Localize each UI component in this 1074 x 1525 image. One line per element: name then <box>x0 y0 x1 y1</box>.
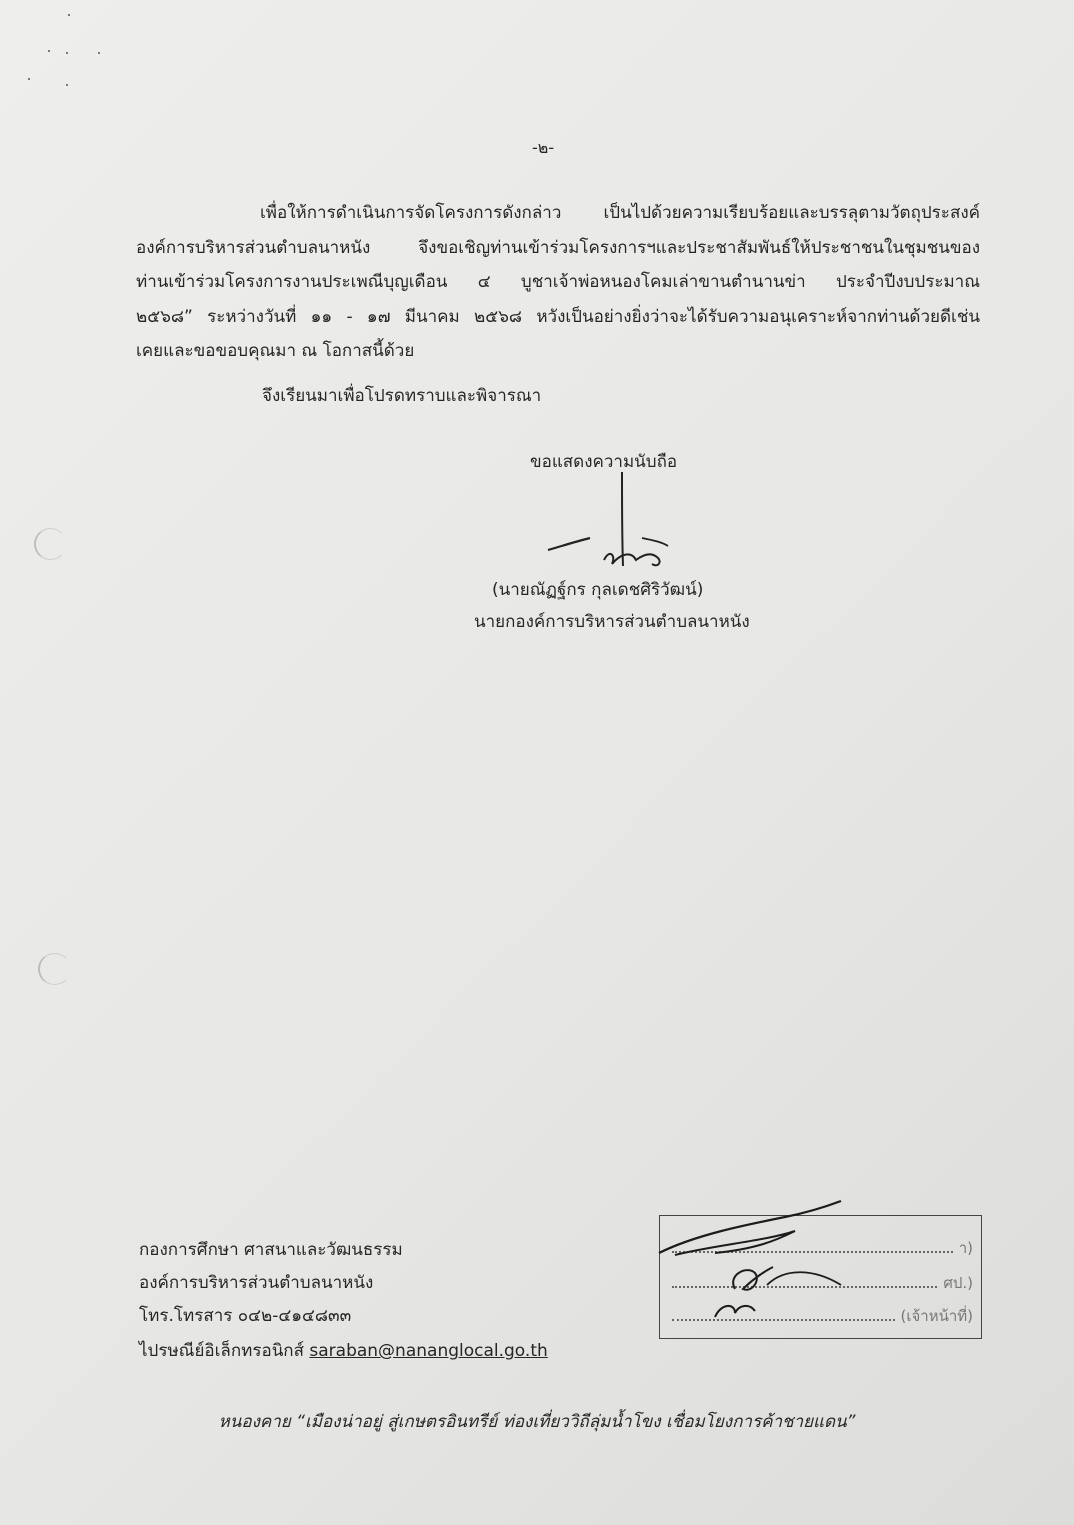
body-line: เคยและขอขอบคุณมา ณ โอกาสนี้ด้วย <box>136 341 415 361</box>
page-number: -๒- <box>532 138 555 157</box>
approval-row-label: า) <box>958 1239 973 1257</box>
scan-speck <box>66 52 68 54</box>
contact-email-line <box>139 1341 548 1361</box>
provincial-slogan: หนองคาย “เมืองน่าอยู่ สู่เกษตรอินทรีย์ ท่องเที่ยววิถีลุ่มน้ำโขง เชื่อมโยงการค้าชายแดน” <box>218 1412 856 1432</box>
contact-phone: โทร.โทรสาร ๐๔๒-๔๑๔๘๓๓ <box>139 1306 352 1326</box>
body-line: องค์การบริหารส่วนตำบลนาหนัง จึงขอเชิญท่านเข้าร่วมโครงการฯและประชาสัมพันธ์ให้ประชาชนในชุมชนของ <box>136 237 980 258</box>
punch-hole <box>34 528 67 560</box>
approval-row-label: (เจ้าหน้าที่) <box>900 1307 973 1325</box>
body-line: ท่านเข้าร่วมโครงการงานประเพณีบุญเดือน ๔ บูชาเจ้าพ่อหนองโคมเล่าขานตำนานข่า ประจำปีงบประมาณ <box>136 272 980 292</box>
contact-organization: องค์การบริหารส่วนตำบลนาหนัง <box>139 1273 374 1293</box>
scan-speck <box>48 50 50 52</box>
email-label: ไปรษณีย์อิเล็กทรอนิกส์ <box>139 1341 310 1361</box>
approval-row-label: ศป.) <box>943 1274 973 1292</box>
scan-speck <box>98 52 100 54</box>
closing-regards: ขอแสดงความนับถือ <box>530 452 678 472</box>
body-line: เพื่อให้การดำเนินการจัดโครงการดังกล่าว เป็นไปด้วยความเรียบร้อยและบรรลุตามวัตถุประสงค์ <box>260 203 980 223</box>
body-paragraph <box>136 196 980 369</box>
scan-speck <box>66 84 68 86</box>
signatory-name: (นายณัฏฐ์กร กุลเดชศิริวัฒน์) <box>492 580 704 600</box>
body-line: ๒๕๖๘” ระหว่างวันที่ ๑๑ - ๑๗ มีนาคม ๒๕๖๘ หวังเป็นอย่างยิ่งว่าจะได้รับความอนุเคราะห์จากท่านด้วยดีเช่น <box>136 306 980 327</box>
closing-request: จึงเรียนมาเพื่อโปรดทราบและพิจารณา <box>262 386 542 406</box>
punch-hole <box>38 953 71 985</box>
signatory-position: นายกองค์การบริหารส่วนตำบลนาหนัง <box>474 612 750 632</box>
scan-speck <box>28 78 30 80</box>
scan-speck <box>68 14 70 16</box>
email-link[interactable]: saraban@nananglocal.go.th <box>309 1341 548 1361</box>
approval-initials <box>655 1195 855 1325</box>
contact-division: กองการศึกษา ศาสนาและวัฒนธรรม <box>139 1240 403 1260</box>
signature <box>540 468 680 578</box>
